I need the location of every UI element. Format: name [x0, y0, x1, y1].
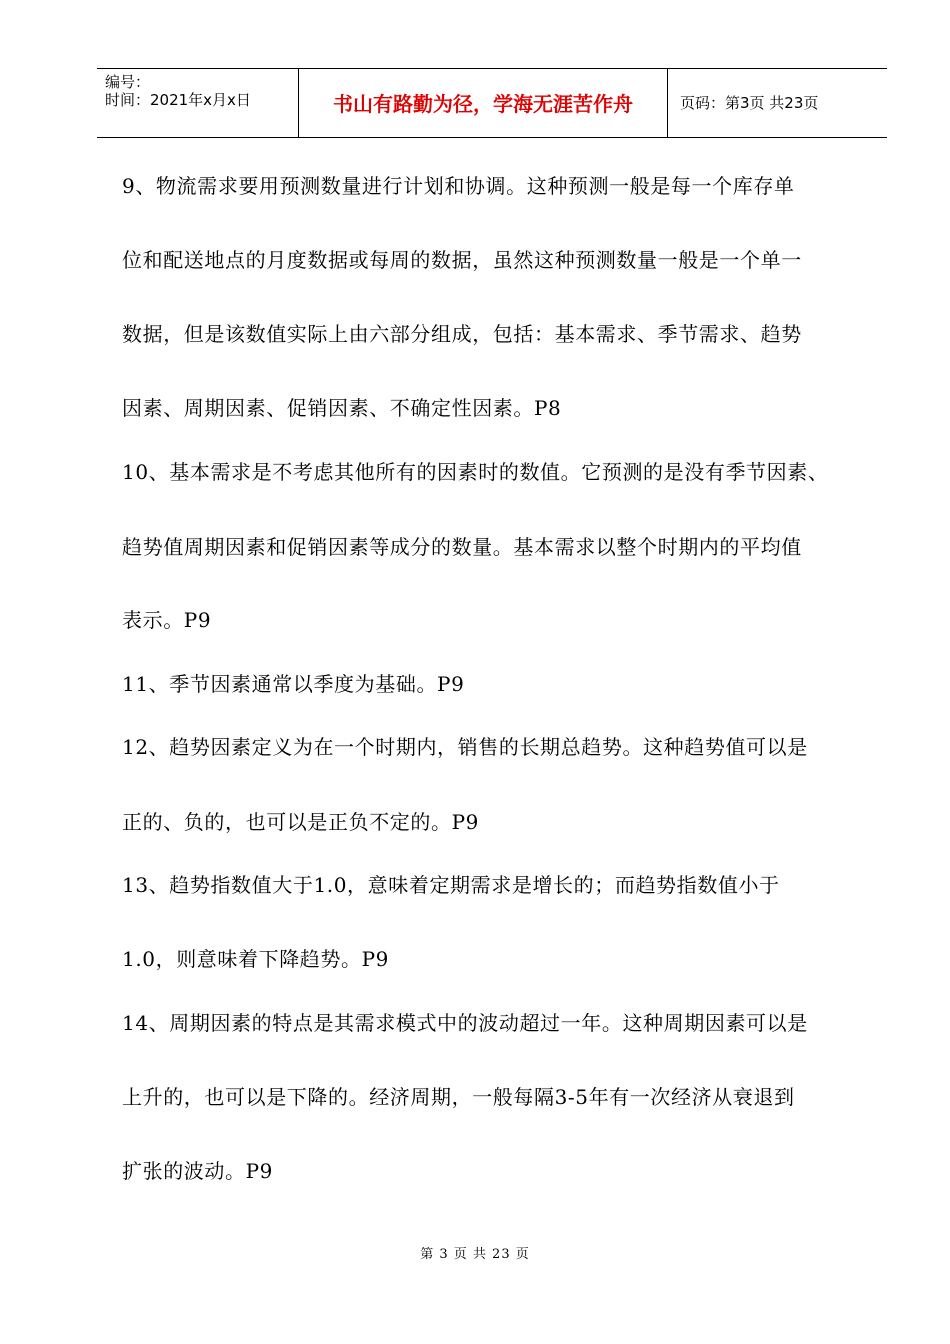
text-line: 表示。P9 [122, 608, 212, 632]
text-line: 11、季节因素通常以季度为基础。P9 [122, 672, 465, 696]
header-motto-cell [299, 69, 668, 137]
text-line: 数据，但是该数值实际上由六部分组成，包括：基本需求、季节需求、趋势 [122, 322, 802, 346]
text-line: 1.0，则意味着下降趋势。P9 [122, 947, 389, 971]
text-line: 因素、周期因素、促销因素、不确定性因素。P8 [122, 396, 562, 420]
text-line: 9、物流需求要用预测数量进行计划和协调。这种预测一般是每一个库存单 [122, 174, 795, 198]
document-header [97, 68, 887, 138]
header-info-cell [97, 69, 299, 137]
page-label: 页码：第3页 共23页 [680, 94, 819, 112]
page-footer: 第 3 页 共 23 页 [420, 1247, 530, 1262]
text-line: 12、趋势因素定义为在一个时期内，销售的长期总趋势。这种趋势值可以是 [122, 735, 808, 759]
code-label: 编号： [105, 73, 151, 91]
text-line: 趋势值周期因素和促销因素等成分的数量。基本需求以整个时期内的平均值 [122, 535, 802, 559]
text-line: 上升的，也可以是下降的。经济周期，一般每隔3-5年有一次经济从衰退到 [122, 1085, 795, 1109]
header-page-cell [668, 69, 887, 137]
text-line: 13、趋势指数值大于1.0，意味着定期需求是增长的；而趋势指数值小于 [122, 873, 780, 897]
text-line: 10、基本需求是不考虑其他所有的因素时的数值。它预测的是没有季节因素、 [122, 460, 829, 484]
text-line: 扩张的波动。P9 [122, 1159, 273, 1183]
motto-text: 书山有路勤为径，学海无涯苦作舟 [333, 92, 633, 116]
text-line: 位和配送地点的月度数据或每周的数据，虽然这种预测数量一般是一个单一 [122, 248, 802, 272]
time-label: 时间：2021年x月x日 [105, 91, 251, 109]
text-line: 正的、负的，也可以是正负不定的。P9 [122, 810, 479, 834]
text-line: 14、周期因素的特点是其需求模式中的波动超过一年。这种周期因素可以是 [122, 1011, 808, 1035]
